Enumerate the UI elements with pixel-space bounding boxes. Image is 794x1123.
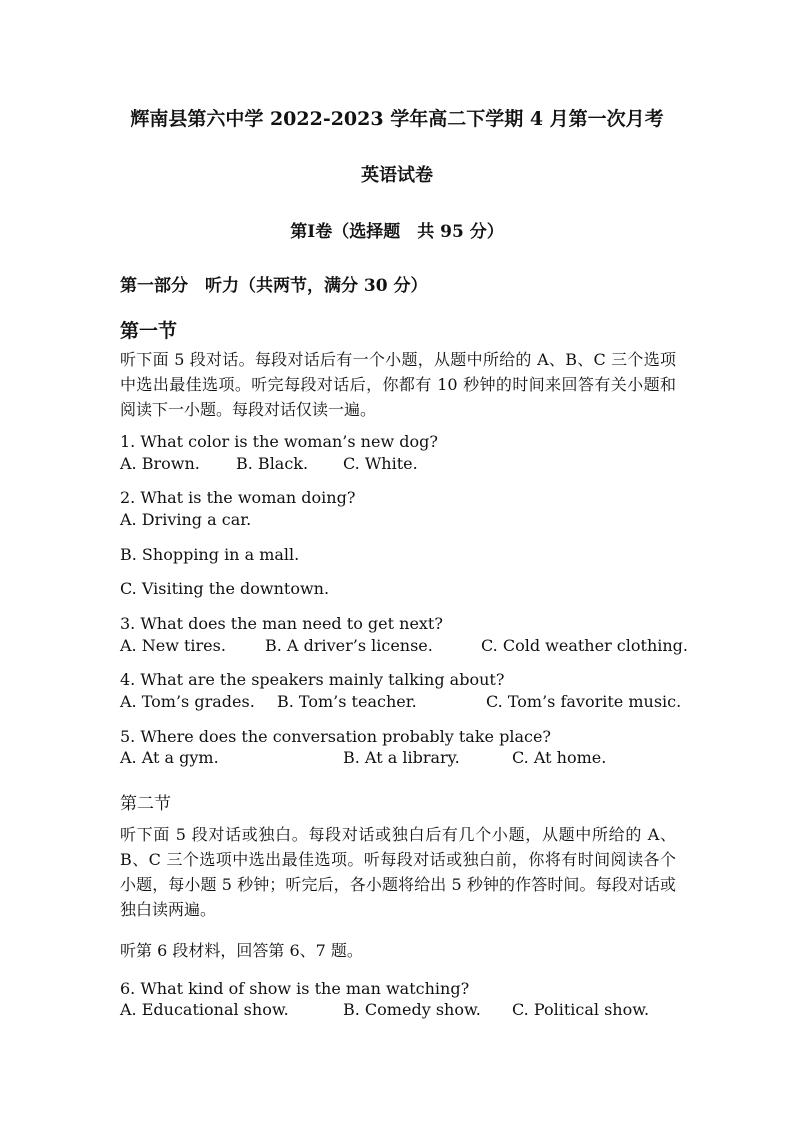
q3-option-c: C. Cold weather clothing. [481, 636, 688, 655]
question-6: 6. What kind of show is the man watching? [120, 979, 470, 998]
section2-instructions: 听下面 5 段对话或独白。每段对话或独白后有几个小题，从题中所给的 A、B、C 三个选项中选出最佳选项。听每段对话或独白前，你将有时间阅读各个小题，每小题 5 秒钟；听完后，各小题将给出 5 秒钟的作答时间。每段对话或独白读两遍。 [120, 825, 676, 919]
q3-option-a: A. New tires. [120, 636, 226, 655]
question-2: 2. What is the woman doing? [120, 488, 356, 507]
section2-heading: 第二节 [120, 794, 171, 814]
q4-option-a: A. Tom’s grades. [120, 692, 255, 711]
exam-subject: 英语试卷 [361, 165, 433, 186]
q2-option-b: B. Shopping in a mall. [120, 545, 300, 564]
q4-option-c: C. Tom’s favorite music. [486, 692, 682, 711]
material-note: 听第 6 段材料，回答第 6、7 题。 [120, 941, 363, 960]
question-5: 5. Where does the conversation probably take place? [120, 727, 551, 746]
q1-option-b: B. Black. [236, 454, 309, 473]
question-4: 4. What are the speakers mainly talking about? [120, 670, 505, 689]
q5-option-c: C. At home. [512, 748, 607, 767]
q2-option-c: C. Visiting the downtown. [120, 579, 330, 598]
question-1: 1. What color is the woman’s new dog? [120, 432, 438, 451]
q5-option-b: B. At a library. [343, 748, 460, 767]
section1-instructions: 听下面 5 段对话。每段对话后有一个小题，从题中所给的 A、B、C 三个选项中选出最佳选项。听完每段对话后，你都有 10 秒钟的时间来回答有关小题和阅读下一小题。每段对话仅读一遍。 [120, 350, 676, 419]
q6-option-c: C. Political show. [512, 1000, 650, 1019]
q3-option-b: B. A driver’s license. [265, 636, 433, 655]
question-3: 3. What does the man need to get next? [120, 614, 443, 633]
q6-option-a: A. Educational show. [120, 1000, 289, 1019]
section1-heading: 第一节 [120, 320, 178, 342]
q5-option-a: A. At a gym. [120, 748, 219, 767]
q2-option-a: A. Driving a car. [120, 510, 252, 529]
part1-heading: 第一部分 听力（共两节，满分 30 分） [120, 276, 428, 296]
exam-title: 辉南县第六中学 2022-2023 学年高二下学期 4 月第一次月考 [130, 108, 664, 130]
volume-heading: 第Ⅰ卷（选择题 共 95 分） [290, 222, 504, 242]
q6-option-b: B. Comedy show. [343, 1000, 481, 1019]
q4-option-b: B. Tom’s teacher. [277, 692, 417, 711]
q1-option-a: A. Brown. [120, 454, 200, 473]
q1-option-c: C. White. [343, 454, 418, 473]
